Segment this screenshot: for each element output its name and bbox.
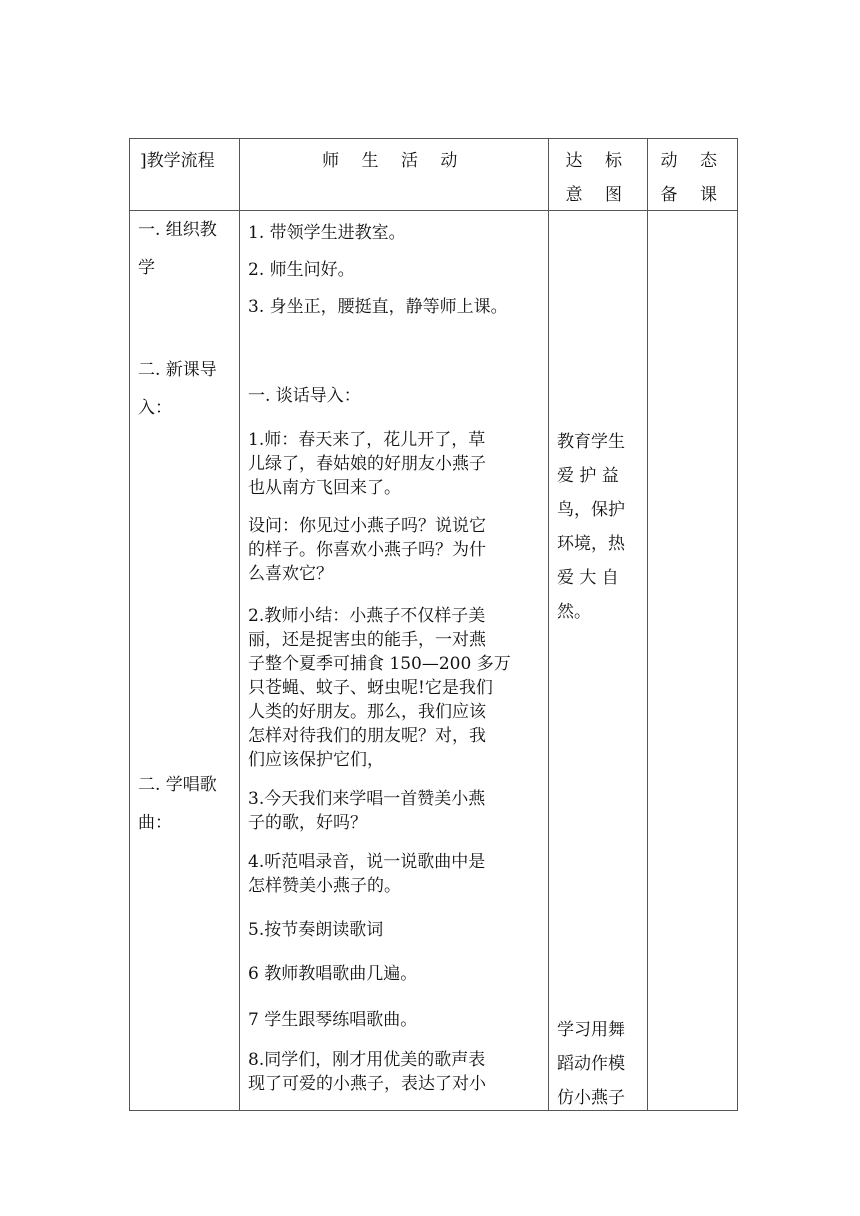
paragraph-listen	[248, 850, 485, 898]
goal-protect-birds	[557, 425, 625, 629]
text-line: 人类的好朋友。那么，我们应该	[248, 702, 486, 722]
paragraph-spring	[248, 428, 486, 500]
header-goal-line1: 达 标	[565, 151, 631, 171]
text-line: 鸟，保护	[557, 500, 625, 520]
activity-7: 7 学生跟琴练唱歌曲。	[248, 1010, 418, 1030]
text-line: 么喜欢它？	[248, 564, 333, 584]
stage-organize-line1: 一. 组织教	[138, 220, 217, 240]
header-flow: ]教学流程	[140, 151, 215, 171]
text-line: 教育学生	[557, 432, 625, 452]
goal-dance	[557, 1013, 625, 1115]
text-line: 4.听范唱录音，说一说歌曲中是	[248, 852, 486, 872]
text-line: 3.今天我们来学唱一首赞美小燕	[248, 789, 486, 809]
stage-intro-line2: 入：	[138, 398, 172, 418]
paragraph-summary	[248, 604, 511, 772]
activity-intro: 一. 谈话导入：	[248, 386, 361, 406]
activity-5: 5.按节奏朗读歌词	[248, 920, 384, 940]
header-goal-line2: 意 图	[565, 185, 631, 205]
activity-1: 1. 带领学生进教室。	[248, 223, 406, 243]
paragraph-closing	[248, 1048, 486, 1096]
text-line: 怎样对待我们的朋友呢？对，我	[248, 726, 486, 746]
text-line: 爱 护 益	[557, 466, 619, 486]
text-line: 1.师：春天来了，花儿开了，草	[248, 430, 486, 450]
text-line: 们应该保护它们，	[248, 750, 384, 770]
text-line: 8.同学们，刚才用优美的歌声表	[248, 1050, 486, 1070]
lesson-plan-table	[129, 138, 738, 1111]
header-activities: 师 生 活 动	[322, 151, 466, 171]
header-prep-line1: 动 态	[660, 151, 726, 171]
text-line: 丽，还是捉害虫的能手，一对燕	[248, 630, 486, 650]
text-line: 环境，热	[557, 534, 625, 554]
activity-6: 6 教师教唱歌曲几遍。	[248, 964, 418, 984]
text-line: 仿小燕子	[557, 1088, 625, 1108]
column-divider	[647, 139, 648, 1110]
stage-sing-line1: 二. 学唱歌	[138, 775, 217, 795]
text-line: 子的歌，好吗？	[248, 813, 367, 833]
stage-intro-line1: 二. 新课导	[138, 360, 217, 380]
text-line: 现了可爱的小燕子，表达了对小	[248, 1074, 486, 1094]
text-line: 儿绿了，春姑娘的好朋友小燕子	[248, 454, 486, 474]
paragraph-learn-song	[248, 787, 485, 835]
text-line: 只苍蝇、蚊子、蚜虫呢!它是我们	[248, 678, 493, 698]
activity-3: 3. 身坐正，腰挺直，静等师上课。	[248, 297, 508, 317]
text-line: 学习用舞	[557, 1020, 625, 1040]
header-prep-line2: 备 课	[660, 185, 726, 205]
text-line: 也从南方飞回来了。	[248, 478, 401, 498]
column-divider	[239, 139, 240, 1110]
activity-2: 2. 师生问好。	[248, 260, 355, 280]
text-line: 2.教师小结：小燕子不仅样子美	[248, 606, 486, 626]
text-line: 怎样赞美小燕子的。	[248, 876, 401, 896]
text-line: 的样子。你喜欢小燕子吗？为什	[248, 540, 486, 560]
text-line: 设问：你见过小燕子吗？说说它	[248, 516, 486, 536]
stage-organize-line2: 学	[138, 258, 155, 278]
text-line: 子整个夏季可捕食 150—200 多万	[248, 654, 511, 674]
stage-sing-line2: 曲：	[138, 813, 172, 833]
paragraph-question	[248, 514, 486, 586]
column-divider	[548, 139, 549, 1110]
text-line: 然。	[557, 602, 591, 622]
text-line: 爱 大 自	[557, 568, 619, 588]
text-line: 蹈动作模	[557, 1054, 625, 1074]
